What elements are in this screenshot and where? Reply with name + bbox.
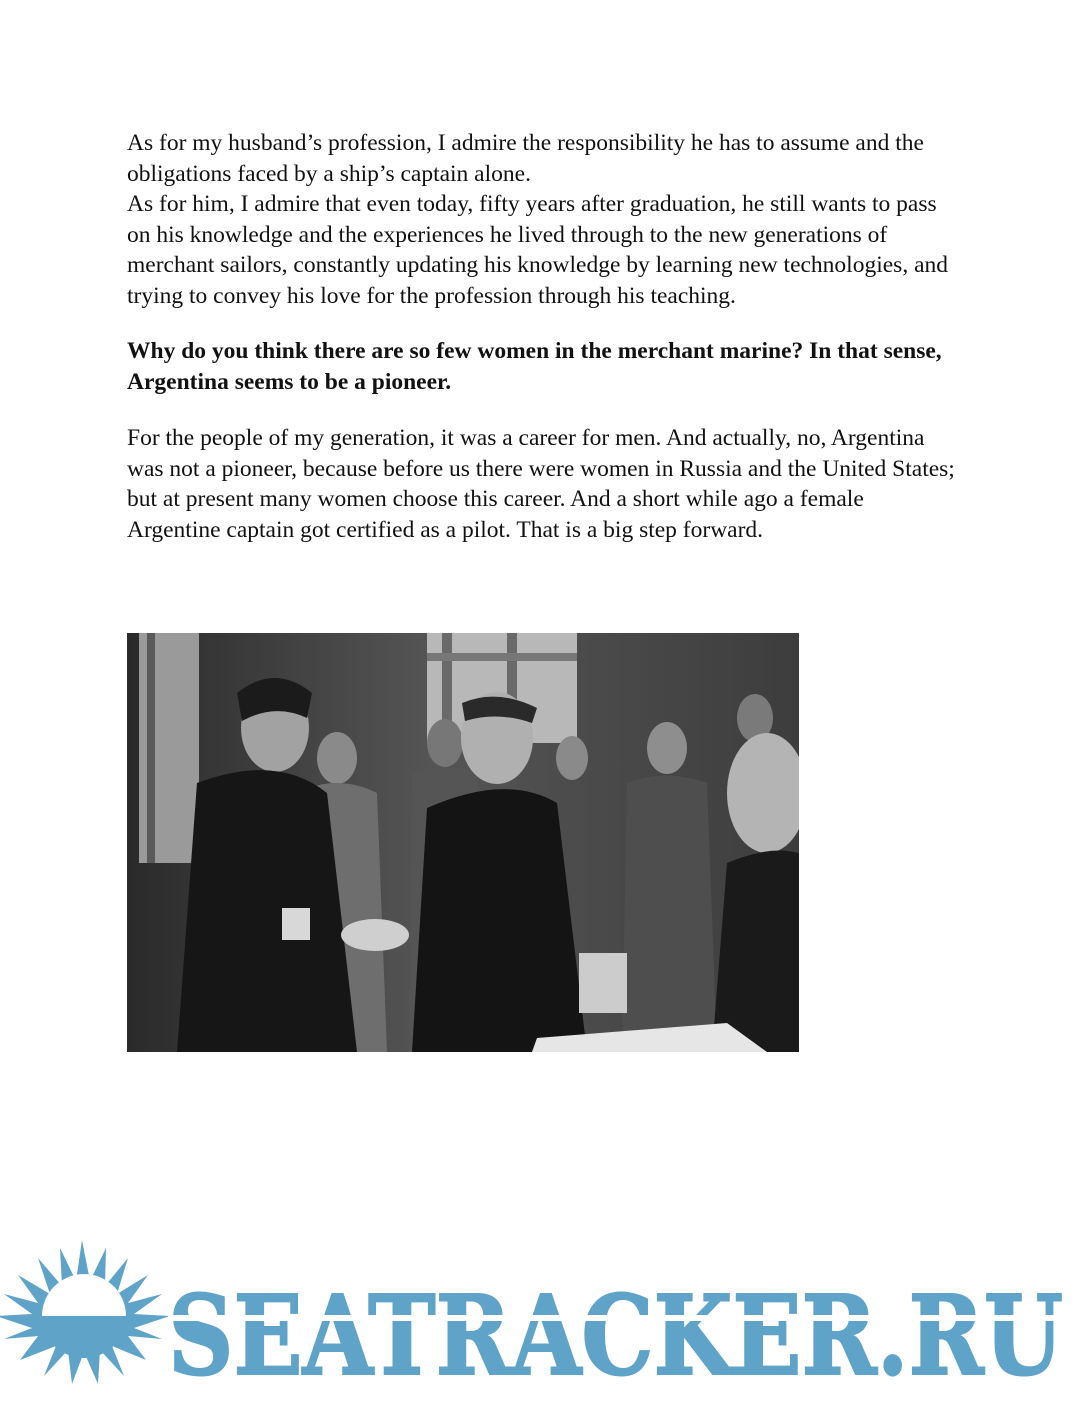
watermark-text: SEATRACKER.RU bbox=[168, 1271, 1063, 1397]
paragraph: As for him, I admire that even today, fifty years after graduation, he still wants to pass on his knowledge and the experiences he lived through to the new generations of merchant sailors, constantly updating his knowledge by learning new technologies, and trying to convey his love for the profession through his teaching. bbox=[127, 191, 948, 309]
seatracker-watermark bbox=[0, 1236, 1080, 1397]
interview-question: Why do you think there are so few women in the merchant marine? In that sense, Argentina seems to be a pioneer. bbox=[127, 338, 942, 395]
sunburst-icon bbox=[0, 1240, 170, 1384]
handshake-photo bbox=[127, 633, 799, 1052]
interview-answer: For the people of my generation, it was a career for men. And actually, no, Argentina was not a pioneer, because before us there were women in Russia and the United States; but at present many women choose this career. And a short while ago a female Argentine captain got certified as a pilot. That is a big step forward. bbox=[127, 425, 955, 543]
paragraph: As for my husband’s profession, I admire the responsibility he has to assume and the obligations faced by a ship’s captain alone. bbox=[127, 130, 924, 187]
photo-illustration bbox=[127, 633, 799, 1052]
article-body bbox=[127, 128, 957, 545]
